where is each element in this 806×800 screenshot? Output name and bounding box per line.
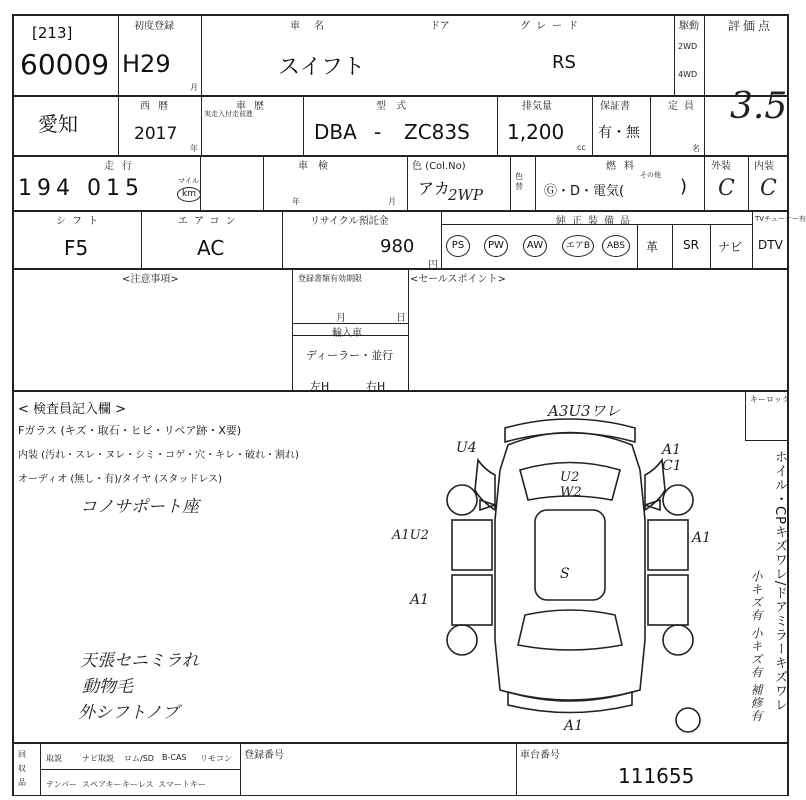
footer-item-spare-key: スペアキー	[82, 780, 122, 789]
mark-a1-bottom: A1	[564, 718, 584, 734]
chassis-label: 車台番号	[520, 750, 560, 761]
footer-item-keyless: キーレス	[122, 780, 154, 789]
door-label: ドア	[430, 21, 450, 32]
exterior-grade: C	[718, 176, 735, 201]
mileage: 194 015	[18, 176, 144, 201]
year: 2017	[134, 124, 178, 144]
chassis-number: 111655	[618, 764, 695, 788]
vline	[441, 211, 442, 269]
tv-tuner-label: TVチューナー有	[755, 215, 806, 223]
model-code: ZC83S	[404, 120, 470, 144]
handwritten-note-4: 外シフトノブ	[78, 703, 179, 723]
warranty-value: 有・無	[598, 125, 640, 141]
inspector-line-glass: Fガラス (キズ・取石・ヒビ・リペア跡・X要)	[18, 424, 242, 437]
prefecture: 愛知	[38, 112, 78, 136]
score-label: 評価点	[728, 19, 774, 33]
warranty-label: 保証書	[600, 101, 630, 112]
mark-front: A3U3ワレ	[548, 402, 621, 420]
footer-item-bcas: B-CAS	[162, 753, 187, 762]
vline	[592, 96, 593, 156]
footer-item-smart-key: スマートキー	[158, 780, 206, 789]
color-note: 2WP	[448, 186, 484, 204]
mileage-unit-km: km	[177, 187, 201, 202]
handwritten-note-3: 動物毛	[82, 677, 133, 697]
displacement-unit: cc	[577, 143, 586, 152]
fuel-value: Ⓖ・D・電気(	[544, 184, 625, 199]
ac-value: AC	[197, 236, 225, 260]
first-reg-label: 初度登録	[134, 21, 174, 32]
dealer-option: ディーラー・並行	[306, 349, 394, 362]
reg-expiry-label: 登録書類有効期限	[298, 274, 362, 283]
equip-label: 純正装備品	[556, 216, 636, 227]
equip-sr: SR	[683, 238, 699, 252]
interior-label: 内装	[754, 161, 774, 172]
grade-label: グレード	[520, 21, 584, 32]
vline	[408, 269, 409, 391]
score-value: 3.5	[730, 86, 788, 127]
car-name: スイフト	[278, 55, 365, 80]
model-prefix: DBA	[314, 120, 357, 144]
model-label: 型式	[376, 101, 416, 112]
fuel-close: )	[680, 176, 688, 197]
car-damage-diagram	[440, 400, 700, 740]
vline	[263, 156, 264, 211]
yen-unit: 円	[428, 260, 438, 271]
ac-label: エアコン	[178, 216, 242, 227]
drive-2wd: 2WD	[678, 42, 698, 51]
recheck-month-unit: 月	[388, 197, 396, 206]
footer-item-rom-sd: ロム/SD	[124, 754, 154, 763]
vline	[497, 96, 498, 156]
vline	[200, 156, 201, 211]
mark-u2w2: U2 W2	[560, 470, 582, 500]
mileage-mile: マイル	[178, 177, 199, 185]
year-label: 西暦	[140, 101, 176, 112]
inspector-line-interior: 内装 (汚れ・スレ・ヌレ・シミ・コゲ・穴・キレ・破れ・割れ)	[18, 450, 299, 461]
equip-leather: 革	[646, 240, 659, 254]
vline	[745, 391, 746, 441]
vline	[516, 743, 517, 796]
lot-number: 60009	[20, 48, 110, 81]
vline	[637, 224, 638, 269]
vline	[510, 156, 511, 211]
frame-top	[12, 14, 788, 16]
caution-label: <注意事項>	[122, 274, 179, 285]
vline	[141, 211, 142, 269]
mark-s: S	[560, 566, 570, 582]
side-note-wheels: ホイル・CPキズワレ/ドアミラーキズワレ	[772, 450, 787, 713]
hline	[12, 390, 788, 392]
shift-label: シフト	[56, 216, 104, 227]
model-dash: -	[374, 120, 382, 144]
displacement-label: 排気量	[522, 101, 552, 112]
equip-airbag: エアB	[562, 235, 594, 257]
vline	[201, 14, 202, 96]
inspector-line-audio: オーディオ (無し・有)/タイヤ (スタッドレス)	[18, 474, 223, 485]
hline-thin	[40, 769, 240, 770]
equip-pw: PW	[484, 235, 508, 257]
fuel-other: その他	[640, 171, 661, 179]
vline	[535, 156, 536, 211]
shift-value: F5	[64, 236, 89, 260]
year-unit: 年	[190, 144, 198, 153]
rh-option: 右H	[366, 380, 386, 393]
side-note-handwritten: 小キズ有 小キズ有 補修有	[749, 570, 763, 723]
equip-dtv: DTV	[758, 238, 783, 252]
vline	[748, 156, 749, 211]
footer-item-temper: テンパー	[46, 780, 78, 789]
displacement: 1,200	[507, 120, 565, 144]
recycle-label: リサイクル預託金	[310, 216, 389, 227]
collected-items-label: 回収品	[18, 750, 26, 787]
equip-aw: AW	[523, 235, 547, 257]
exterior-label: 外装	[711, 161, 731, 172]
hline-thin	[745, 440, 788, 441]
month-unit: 月	[190, 83, 198, 92]
vline	[710, 224, 711, 269]
mark-a1-right: A1	[692, 530, 712, 546]
mark-u4: U4	[456, 440, 477, 456]
vline	[303, 96, 304, 156]
vline	[201, 96, 202, 156]
vline	[282, 211, 283, 269]
inspector-title: < 検査員記入欄 >	[18, 402, 127, 417]
vline	[752, 211, 753, 269]
mark-a1u2: A1U2	[392, 528, 429, 543]
vline	[674, 14, 675, 96]
mileage-label: 走行	[104, 161, 140, 172]
key-lock-label: キーロック	[750, 395, 790, 404]
handwritten-note-1: コノサポート座	[80, 497, 199, 517]
era-year: H29	[122, 50, 171, 78]
interior-grade: C	[760, 176, 777, 201]
drive-4wd: 4WD	[678, 70, 698, 79]
hline	[12, 742, 788, 744]
car-name-label: 車名	[290, 21, 338, 32]
lot-code: [213]	[32, 24, 73, 42]
handwritten-note-2: 天張セニミラれ	[80, 651, 199, 671]
import-label: 輸入車	[332, 328, 362, 339]
capacity-unit: 名	[692, 144, 700, 153]
fuel-label: 燃料	[606, 161, 642, 172]
lh-option: 左H	[310, 380, 330, 393]
color-change-label: 色替	[515, 172, 523, 191]
frame-left	[12, 14, 14, 796]
history-sub: 実走入付走前進	[204, 110, 253, 118]
color-label: 色 (Col.No)	[412, 161, 466, 172]
vline	[650, 96, 651, 156]
reg-month-unit: 月	[336, 313, 346, 324]
equip-ps: PS	[446, 235, 470, 257]
history-label: 車歴	[236, 101, 272, 112]
frame-bottom	[12, 795, 788, 796]
hline	[12, 210, 788, 212]
footer-item-navi-manual: ナビ取説	[82, 754, 114, 763]
vline	[240, 743, 241, 796]
vline	[118, 14, 119, 96]
color-value: アカ	[418, 179, 450, 198]
mark-a1-left: A1	[410, 592, 430, 608]
vline	[118, 96, 119, 156]
vline	[704, 14, 705, 210]
equip-abs: ABS	[602, 235, 630, 257]
vline	[672, 224, 673, 269]
vline	[407, 156, 408, 211]
footer-item-manual: 取説	[46, 754, 62, 763]
grade: RS	[552, 52, 576, 73]
sales-point-label: <セールスポイント>	[410, 274, 506, 285]
mark-a1c1: A1 C1	[662, 442, 682, 474]
reg-day-unit: 日	[396, 313, 406, 324]
footer-item-remote: リモコン	[200, 754, 232, 763]
recheck-year-unit: 年	[292, 197, 300, 206]
recycle-value: 980	[380, 236, 415, 257]
equip-navi: ナビ	[718, 240, 743, 254]
drive-label: 駆動	[679, 21, 699, 32]
capacity-label: 定員	[668, 101, 700, 112]
vline	[292, 269, 293, 391]
reg-number-label: 登録番号	[244, 750, 284, 761]
recheck-label: 車検	[298, 161, 338, 172]
